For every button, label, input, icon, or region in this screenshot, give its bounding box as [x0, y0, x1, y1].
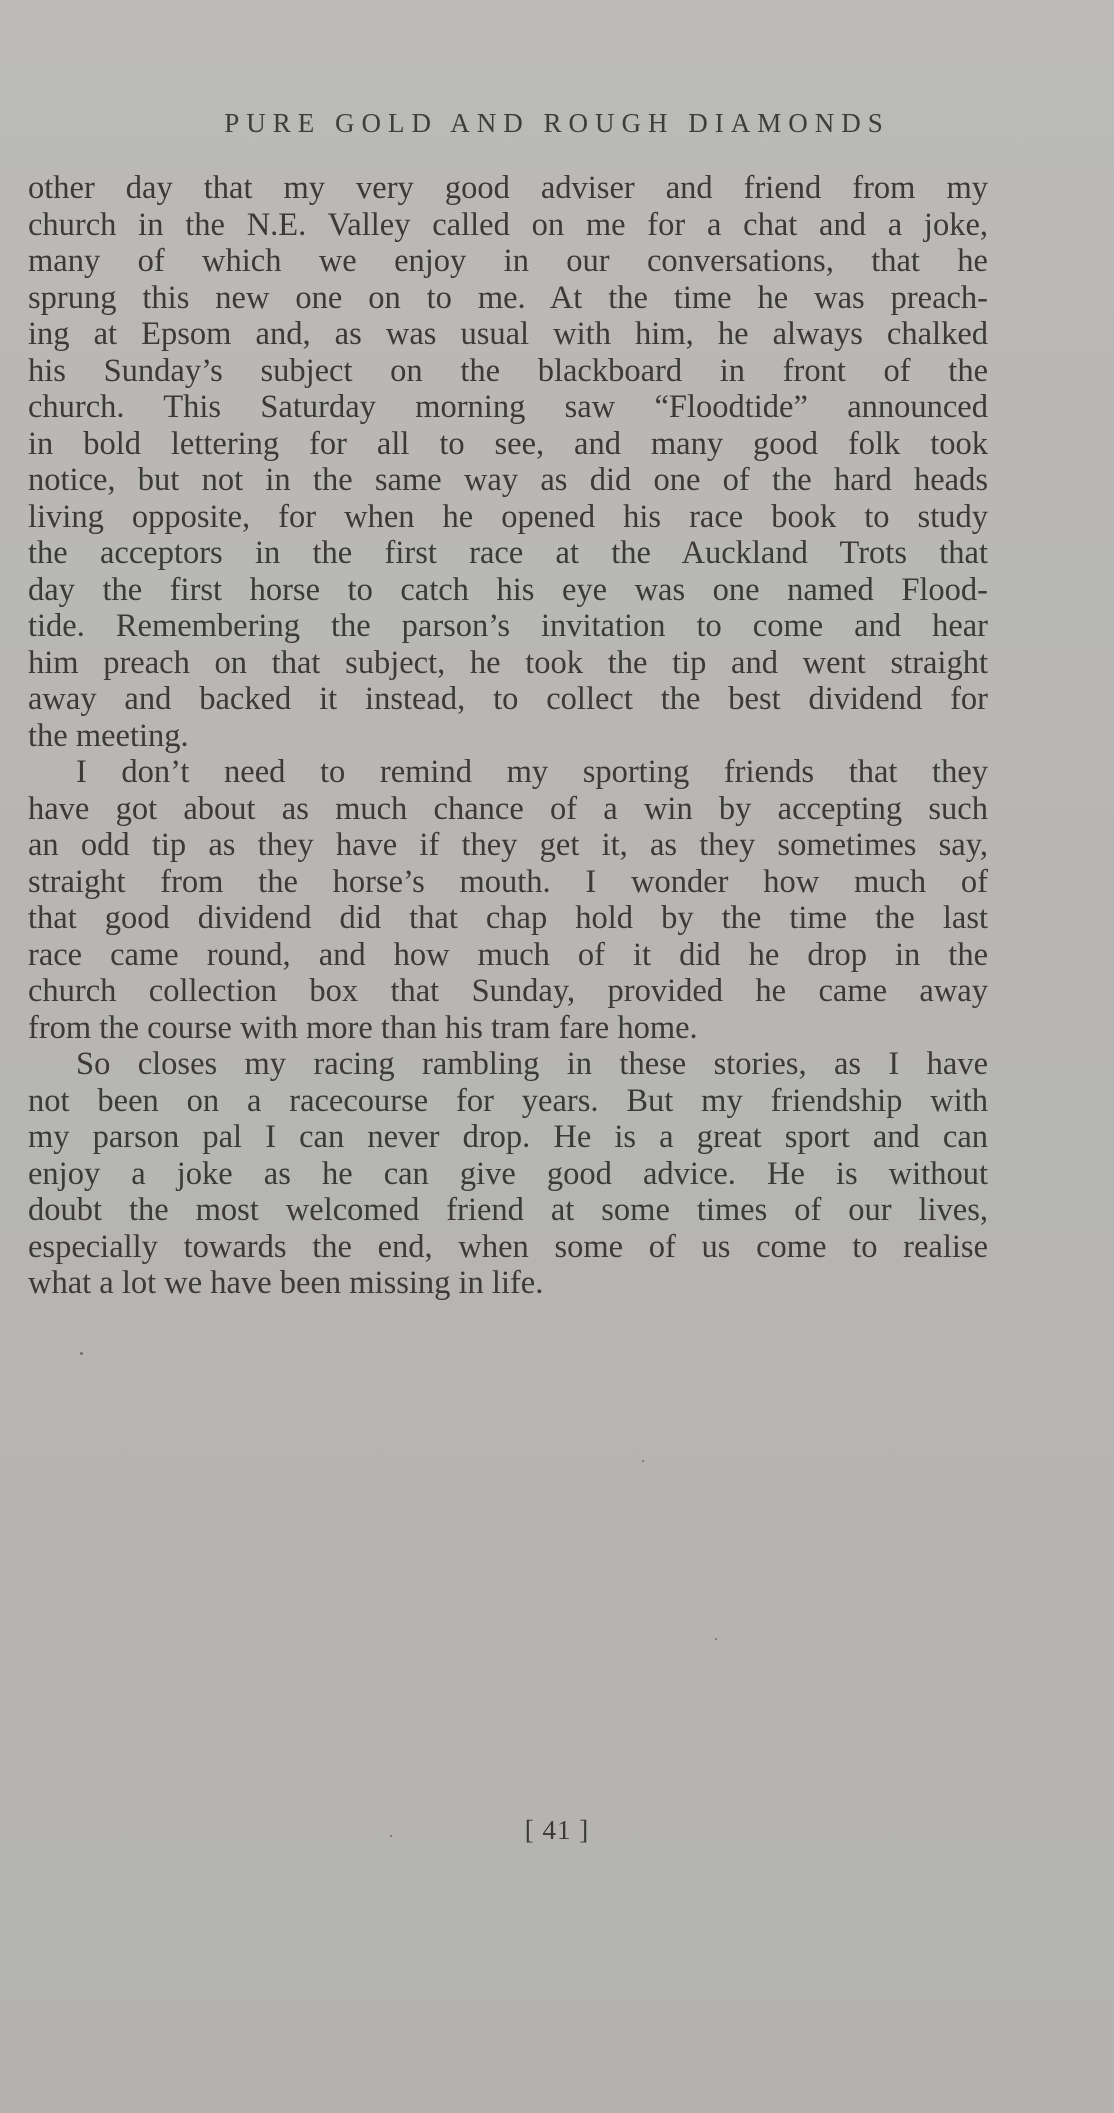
text-line: sprung this new one on to me. At the time he was preach-: [28, 279, 988, 316]
text-line: race came round, and how much of it did he drop in the: [28, 936, 988, 973]
text-line: many of which we enjoy in our conversations, that he: [28, 243, 988, 279]
paragraph-2: [28, 754, 988, 1046]
text-line: doubt the most welcomed friend at some times of our lives,: [28, 1192, 988, 1228]
text-line: church in the N.E. Valley called on me for a chat and a joke,: [28, 206, 988, 243]
paragraph-1: [28, 170, 988, 754]
text-line: from the course with more than his tram fare home.: [28, 1009, 698, 1046]
text-line: So closes my racing rambling in these stories, as I have: [76, 1046, 988, 1082]
text-line: church collection box that Sunday, provided he came away: [28, 973, 988, 1009]
page-number: [ 41 ]: [524, 1815, 590, 1845]
text-line: have got about as much chance of a win by accepting such: [28, 790, 988, 827]
text-line: my parson pal I can never drop. He is a great sport and can: [28, 1119, 988, 1155]
body-text: [28, 170, 988, 1302]
text-line: tide. Remembering the parson’s invitation to come and hear: [28, 608, 988, 644]
text-line: in bold lettering for all to see, and many good folk took: [28, 425, 988, 462]
text-line: his Sunday’s subject on the blackboard in front of the: [28, 352, 988, 389]
print-speck: [642, 1460, 644, 1462]
text-line: living opposite, for when he opened his race book to study: [28, 498, 988, 535]
print-speck: [715, 1638, 717, 1640]
text-line: other day that my very good adviser and friend from my: [28, 170, 988, 206]
text-line: church. This Saturday morning saw “Floodtide” announced: [28, 389, 988, 425]
text-line: what a lot we have been missing in life.: [28, 1265, 544, 1301]
text-line: not been on a racecourse for years. But my friendship with: [28, 1082, 988, 1119]
print-speck: [80, 1352, 83, 1355]
text-line: that good dividend did that chap hold by the time the last: [28, 900, 988, 936]
text-line: straight from the horse’s mouth. I wonder how much of: [28, 863, 988, 900]
text-line: an odd tip as they have if they get it, as they sometimes say,: [28, 827, 988, 863]
text-line: notice, but not in the same way as did one of the hard heads: [28, 462, 988, 498]
text-line: day the first horse to catch his eye was one named Flood-: [28, 571, 988, 608]
text-line: I don’t need to remind my sporting friends that they: [76, 754, 988, 790]
text-line: the meeting.: [28, 717, 189, 754]
paragraph-3: [28, 1046, 988, 1302]
text-line: away and backed it instead, to collect the best dividend for: [28, 681, 988, 717]
text-line: especially towards the end, when some of us come to realise: [28, 1228, 988, 1265]
text-line: the acceptors in the first race at the Auckland Trots that: [28, 535, 988, 571]
text-line: enjoy a joke as he can give good advice. He is without: [28, 1155, 988, 1192]
text-line: ing at Epsom and, as was usual with him, he always chalked: [28, 316, 988, 352]
text-line: him preach on that subject, he took the tip and went straight: [28, 644, 988, 681]
running-title: PURE GOLD AND ROUGH DIAMONDS: [224, 108, 890, 138]
